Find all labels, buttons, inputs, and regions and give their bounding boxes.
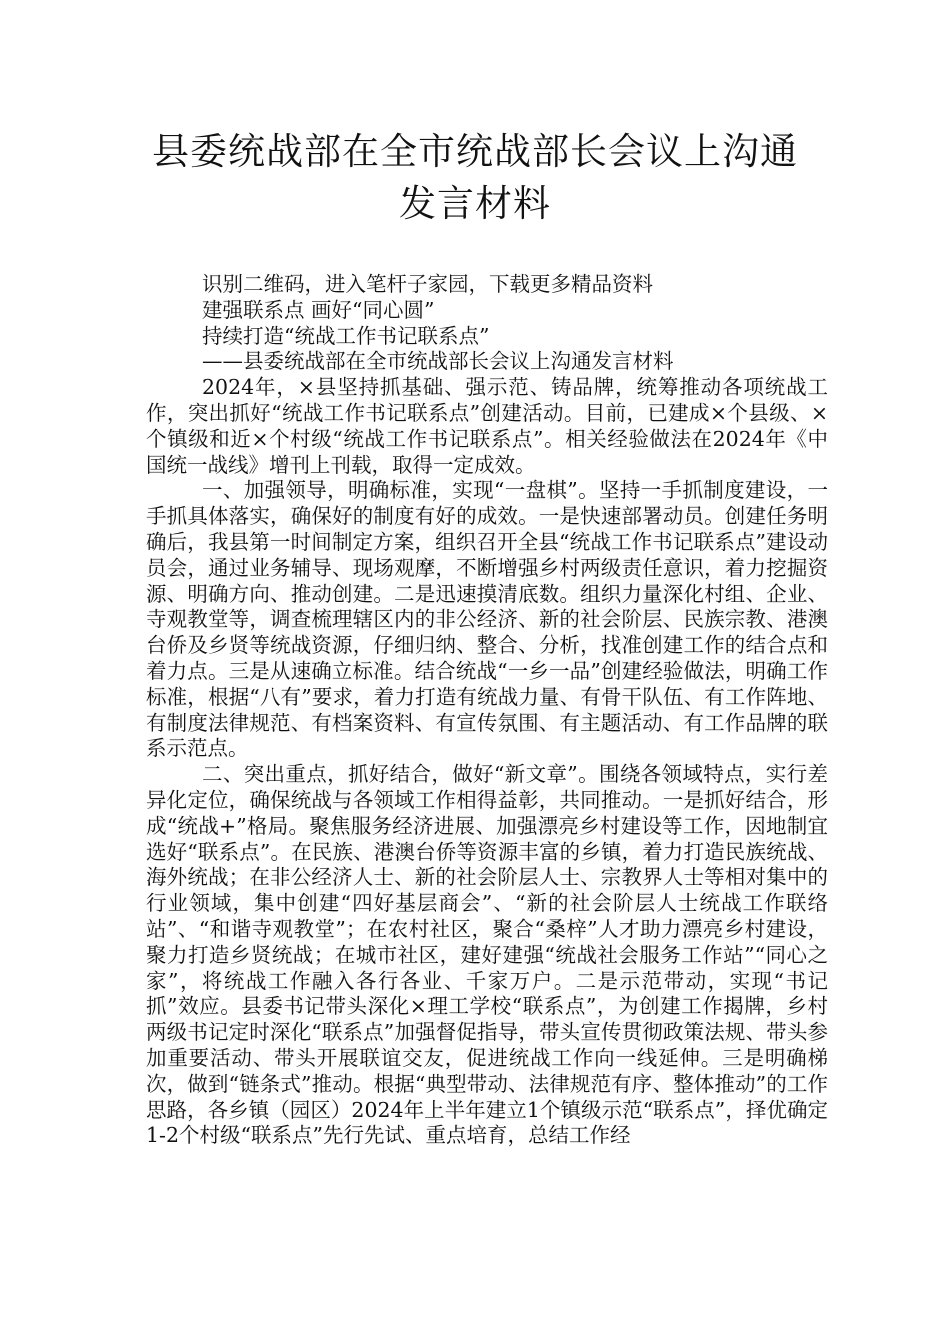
intro-line-byline: ——县委统战部在全市统战部长会议上沟通发言材料	[202, 349, 674, 374]
paragraph-section-one: 一、加强领导，明确标准，实现“一盘棋”。坚持一手抓制度建设，一手抓具体落实，确保好的制度有好的成效。一是快速部署动员。创建任务明确后，我县第一时间制定方案，组织召开全县“统战工作书记联系点”建设动员会，通过业务辅导、现场观摩，不断增强乡村两级责任意识，着力挖掘资源、明确方向、推动创建。二是迅速摸清底数。组织力量深化村组、企业、寺观教堂等，调查梳理辖区内的非公经济、新的社会阶层、民族宗教、港澳台侨及乡贤等统战资源，仔细归纳、整合、分析，找准创建工作的结合点和着力点。三是从速确立标准。结合统战“一乡一品”创建经验做法，明确工作标准，根据“八有”要求，着力打造有统战力量、有骨干队伍、有工作阵地、有制度法律规范、有档案资料、有宣传氛围、有主题活动、有工作品牌的联系示范点。	[146, 478, 828, 761]
intro-line-qrcode: 识别二维码，进入笔杆子家园，下载更多精品资料	[202, 272, 653, 296]
intro-line-heading: 持续打造“统战工作书记联系点”	[202, 323, 490, 348]
paragraph-section-two: 二、突出重点，抓好结合，做好“新文章”。围绕各领域特点，实行差异化定位，确保统战与各领域工作相得益彰，共同推动。一是抓好结合，形成“统战+”格局。聚焦服务经济进展、加强漂亮乡村建设等工作，因地制宜选好“联系点”。在民族、港澳台侨等资源丰富的乡镇，着力打造民族统战、海外统战；在非公经济人士、新的社会阶层人士、宗教界人士等相对集中的行业领域，集中创建“四好基层商会”、“新的社会阶层人士统战工作联络站”、“和谐寺观教堂”；在农村社区，聚合“桑梓”人才助力漂亮乡村建设，聚力打造乡贤统战；在城市社区，建好建强“统战社会服务工作站”“同心之家”，将统战工作融入各行各业、千家万户。二是示范带动，实现“书记抓”效应。县委书记带头深化×理工学校“联系点”，为创建工作揭牌，乡村两级书记定时深化“联系点”加强督促指导，带头宣传贯彻政策法规、带头参加重要活动、带头开展联谊交友，促进统战工作向一线延伸。三是明确梯次，做到“链条式”推动。根据“典型带动、法律规范有序、整体推动”的工作思路，各乡镇（园区）2024年上半年建立1个镇级示范“联系点”，择优确定1-2个村级“联系点”先行先试、重点培育，总结工作经	[146, 762, 828, 1148]
document-body	[146, 272, 828, 1149]
paragraph-overview: 2024年，×县坚持抓基础、强示范、铸品牌，统筹推动各项统战工作，突出抓好“统战工作书记联系点”创建活动。目前，已建成×个县级、×个镇级和近×个村级“统战工作书记联系点”。相关经验做法在2024年《中国统一战线》增刊上刊载，取得一定成效。	[146, 375, 828, 477]
intro-line-subtitle: 建强联系点 画好“同心圆”	[202, 297, 435, 322]
document-title: 县委统战部在全市统战部长会议上沟通发言材料	[152, 130, 798, 225]
